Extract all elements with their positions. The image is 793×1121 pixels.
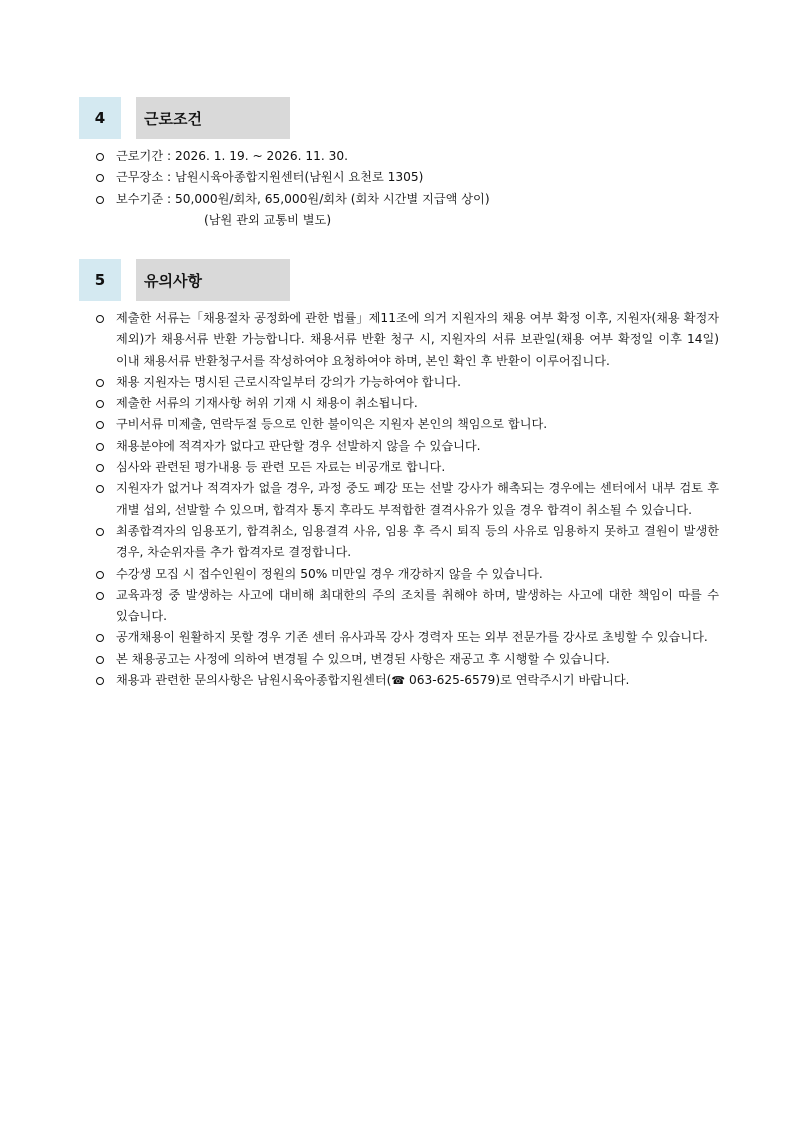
phone-icon: ☎ bbox=[391, 674, 406, 688]
circle-bullet-icon bbox=[96, 656, 104, 664]
list-item bbox=[95, 372, 719, 393]
list-item bbox=[95, 189, 735, 232]
circle-bullet-icon bbox=[96, 379, 104, 387]
note-text: 심사와 관련된 평가내용 등 관련 모든 자료는 비공개로 합니다. bbox=[116, 460, 446, 475]
list-item bbox=[95, 649, 719, 670]
working-period-label: 근로기간 : bbox=[116, 149, 175, 163]
circle-bullet-icon bbox=[96, 571, 104, 579]
list-item bbox=[95, 414, 719, 435]
list-item bbox=[95, 521, 719, 564]
circle-bullet-icon bbox=[96, 464, 104, 472]
section-5-header bbox=[79, 259, 290, 301]
list-item bbox=[95, 457, 719, 478]
list-item bbox=[95, 670, 719, 691]
work-place-value: 남원시육아종합지원센터(남원시 요천로 1305) bbox=[174, 170, 424, 185]
note-text: 지원자가 없거나 적격자가 없을 경우, 과정 중도 폐강 또는 선발 강사가 해촉되는 경우에는 센터에서 내부 검토 후 개별 섭외, 선발할 수 있으며, 합격자 통지 후라도 부적합한 결격사유가 있을 경우 합격이 취소될 수 있습니다. bbox=[116, 481, 719, 517]
section-4-header bbox=[79, 97, 290, 139]
circle-bullet-icon bbox=[96, 443, 104, 451]
note-text: 공개채용이 원활하지 못할 경우 기존 센터 유사과목 강사 경력자 또는 외부 전문가를 강사로 초빙할 수 있습니다. bbox=[116, 630, 708, 645]
pay-standard-note: (남원 관외 교통비 별도) bbox=[204, 212, 332, 227]
list-item bbox=[95, 436, 719, 457]
note-text: 최종합격자의 임용포기, 합격취소, 임용결격 사유, 임용 후 즉시 퇴직 등의 사유로 임용하지 못하고 결원이 발생한 경우, 차순위자를 추가 합격자로 결정합니다. bbox=[116, 523, 719, 560]
circle-bullet-icon bbox=[96, 677, 104, 685]
circle-bullet-icon bbox=[96, 421, 104, 429]
section-5-title: 유의사항 bbox=[136, 259, 290, 301]
working-period-value: 2026. 1. 19. ~ 2026. 11. 30. bbox=[174, 149, 348, 163]
list-item bbox=[95, 564, 719, 585]
section-4-title: 근로조건 bbox=[136, 97, 290, 139]
contact-text-after: )로 연락주시기 바랍니다. bbox=[495, 673, 630, 688]
list-item bbox=[95, 478, 719, 521]
circle-bullet-icon bbox=[96, 592, 104, 600]
note-text: 채용분야에 적격자가 없다고 판단할 경우 선발하지 않을 수 있습니다. bbox=[116, 438, 481, 453]
note-text: 교육과정 중 발생하는 사고에 대비해 최대한의 주의 조치를 취해야 하며, 발생하는 사고에 대한 책임이 따를 수 있습니다. bbox=[116, 587, 719, 624]
note-text: 본 채용공고는 사정에 의하여 변경될 수 있으며, 변경된 사항은 재공고 후 시행할 수 있습니다. bbox=[116, 651, 610, 666]
work-place-label: 근무장소 : bbox=[116, 170, 175, 185]
circle-bullet-icon bbox=[96, 634, 104, 642]
circle-bullet-icon bbox=[96, 400, 104, 408]
pay-standard-label: 보수기준 : bbox=[116, 191, 175, 206]
section-5-number: 5 bbox=[79, 259, 121, 301]
note-text: 구비서류 미제출, 연락두절 등으로 인한 불이익은 지원자 본인의 책임으로 합니다. bbox=[116, 417, 548, 432]
note-text: 수강생 모집 시 접수인원이 정원의 50% 미만일 경우 개강하지 않을 수 있습니다. bbox=[116, 566, 543, 581]
list-item bbox=[95, 393, 719, 414]
note-text: 제출한 서류는「채용절차 공정화에 관한 법률」제11조에 의거 지원자의 채용 여부 확정 이후, 지원자(채용 확정자 제외)가 채용서류 반환 가능합니다. 채용서류 반환 청구 시, 지원자의 서류 보관일(채용 여부 확정일 이후 14일) 이내 채용서류 반환청구서를 작성하여야 요청하여야 하며, 본인 확인 후 반환이 이루어집니다. bbox=[116, 311, 719, 368]
circle-bullet-icon bbox=[96, 174, 104, 182]
section-4-gap bbox=[121, 97, 136, 139]
list-item bbox=[95, 308, 719, 372]
section-5-gap bbox=[121, 259, 136, 301]
notes-list bbox=[95, 308, 719, 691]
note-text: 제출한 서류의 기재사항 허위 기재 시 채용이 취소됩니다. bbox=[116, 396, 418, 411]
circle-bullet-icon bbox=[96, 528, 104, 536]
list-item bbox=[95, 627, 719, 648]
circle-bullet-icon bbox=[96, 196, 104, 204]
list-item bbox=[95, 585, 719, 628]
list-item bbox=[95, 167, 735, 188]
contact-phone-number: 063-625-6579 bbox=[405, 673, 496, 688]
section-4-number: 4 bbox=[79, 97, 121, 139]
pay-standard-value: 50,000원/회차, 65,000원/회차 (회차 시간별 지급액 상이) bbox=[174, 191, 490, 206]
list-item bbox=[95, 146, 735, 167]
circle-bullet-icon bbox=[96, 315, 104, 323]
contact-text-before: 채용과 관련한 문의사항은 남원시육아종합지원센터( bbox=[116, 673, 392, 688]
circle-bullet-icon bbox=[96, 485, 104, 493]
note-text: 채용 지원자는 명시된 근로시작일부터 강의가 가능하여야 합니다. bbox=[116, 374, 461, 389]
working-conditions-list bbox=[95, 146, 735, 231]
circle-bullet-icon bbox=[96, 153, 104, 161]
